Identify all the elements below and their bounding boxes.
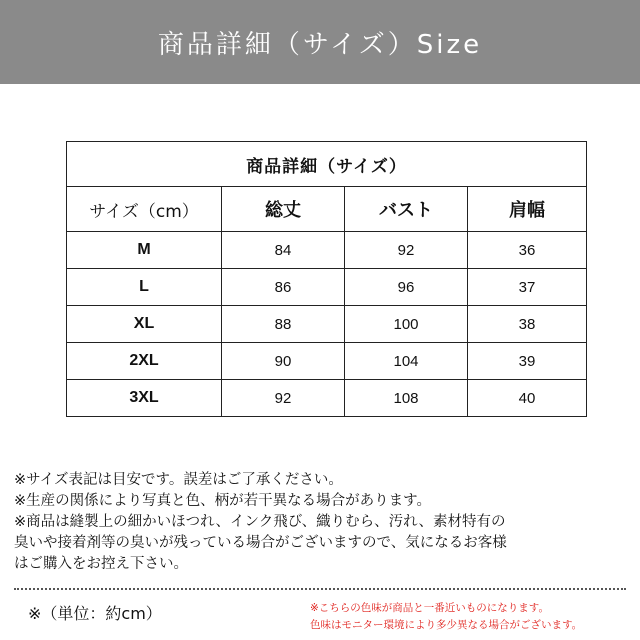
note-line: ※生産の関係により写真と色、柄が若干異なる場合があります。 bbox=[14, 493, 431, 509]
header-size: サイズ（cm） bbox=[67, 187, 222, 232]
shoulder-value: 37 bbox=[468, 269, 587, 306]
shoulder-value: 39 bbox=[468, 343, 587, 380]
size-label: L bbox=[67, 269, 222, 306]
shoulder-value: 40 bbox=[468, 380, 587, 417]
banner-title: 商品詳細（サイズ）Size bbox=[157, 29, 483, 60]
unit-note: ※（単位：約cm） bbox=[28, 604, 162, 623]
table-row bbox=[67, 380, 587, 417]
bust-value: 104 bbox=[345, 343, 468, 380]
bust-value: 108 bbox=[345, 380, 468, 417]
shoulder-value: 38 bbox=[468, 306, 587, 343]
length-value: 88 bbox=[222, 306, 345, 343]
header-bust: バスト bbox=[345, 187, 468, 232]
header-length: 総丈 bbox=[222, 187, 345, 232]
color-note-line: 色味はモニター環境により多少異なる場合がございます。 bbox=[310, 619, 583, 631]
note-line: 臭いや接着剤等の臭いが残っている場合がございますので、気になるお客様 bbox=[14, 535, 507, 551]
bust-value: 100 bbox=[345, 306, 468, 343]
bust-value: 96 bbox=[345, 269, 468, 306]
notes-block bbox=[14, 470, 634, 575]
header-banner bbox=[0, 0, 640, 84]
size-label: 3XL bbox=[67, 380, 222, 417]
length-value: 86 bbox=[222, 269, 345, 306]
table-row bbox=[67, 232, 587, 269]
table-row bbox=[67, 306, 587, 343]
length-value: 90 bbox=[222, 343, 345, 380]
header-shoulder: 肩幅 bbox=[468, 187, 587, 232]
dotted-divider bbox=[14, 588, 626, 590]
size-label: M bbox=[67, 232, 222, 269]
note-line: ※商品は縫製上の細かいほつれ、インク飛び、織りむら、汚れ、素材特有の bbox=[14, 514, 506, 530]
color-disclaimer bbox=[310, 600, 582, 634]
size-chart-table bbox=[66, 141, 587, 417]
bust-value: 92 bbox=[345, 232, 468, 269]
note-line: ※サイズ表記は目安です。誤差はご了承ください。 bbox=[14, 472, 343, 488]
table-row bbox=[67, 269, 587, 306]
length-value: 84 bbox=[222, 232, 345, 269]
table-row bbox=[67, 343, 587, 380]
length-value: 92 bbox=[222, 380, 345, 417]
table-title: 商品詳細（サイズ） bbox=[67, 142, 587, 187]
size-label: XL bbox=[67, 306, 222, 343]
size-label: 2XL bbox=[67, 343, 222, 380]
note-line: はご購入をお控え下さい。 bbox=[14, 556, 188, 572]
color-note-line: ※こちらの色味が商品と一番近いものになります。 bbox=[310, 602, 549, 614]
shoulder-value: 36 bbox=[468, 232, 587, 269]
